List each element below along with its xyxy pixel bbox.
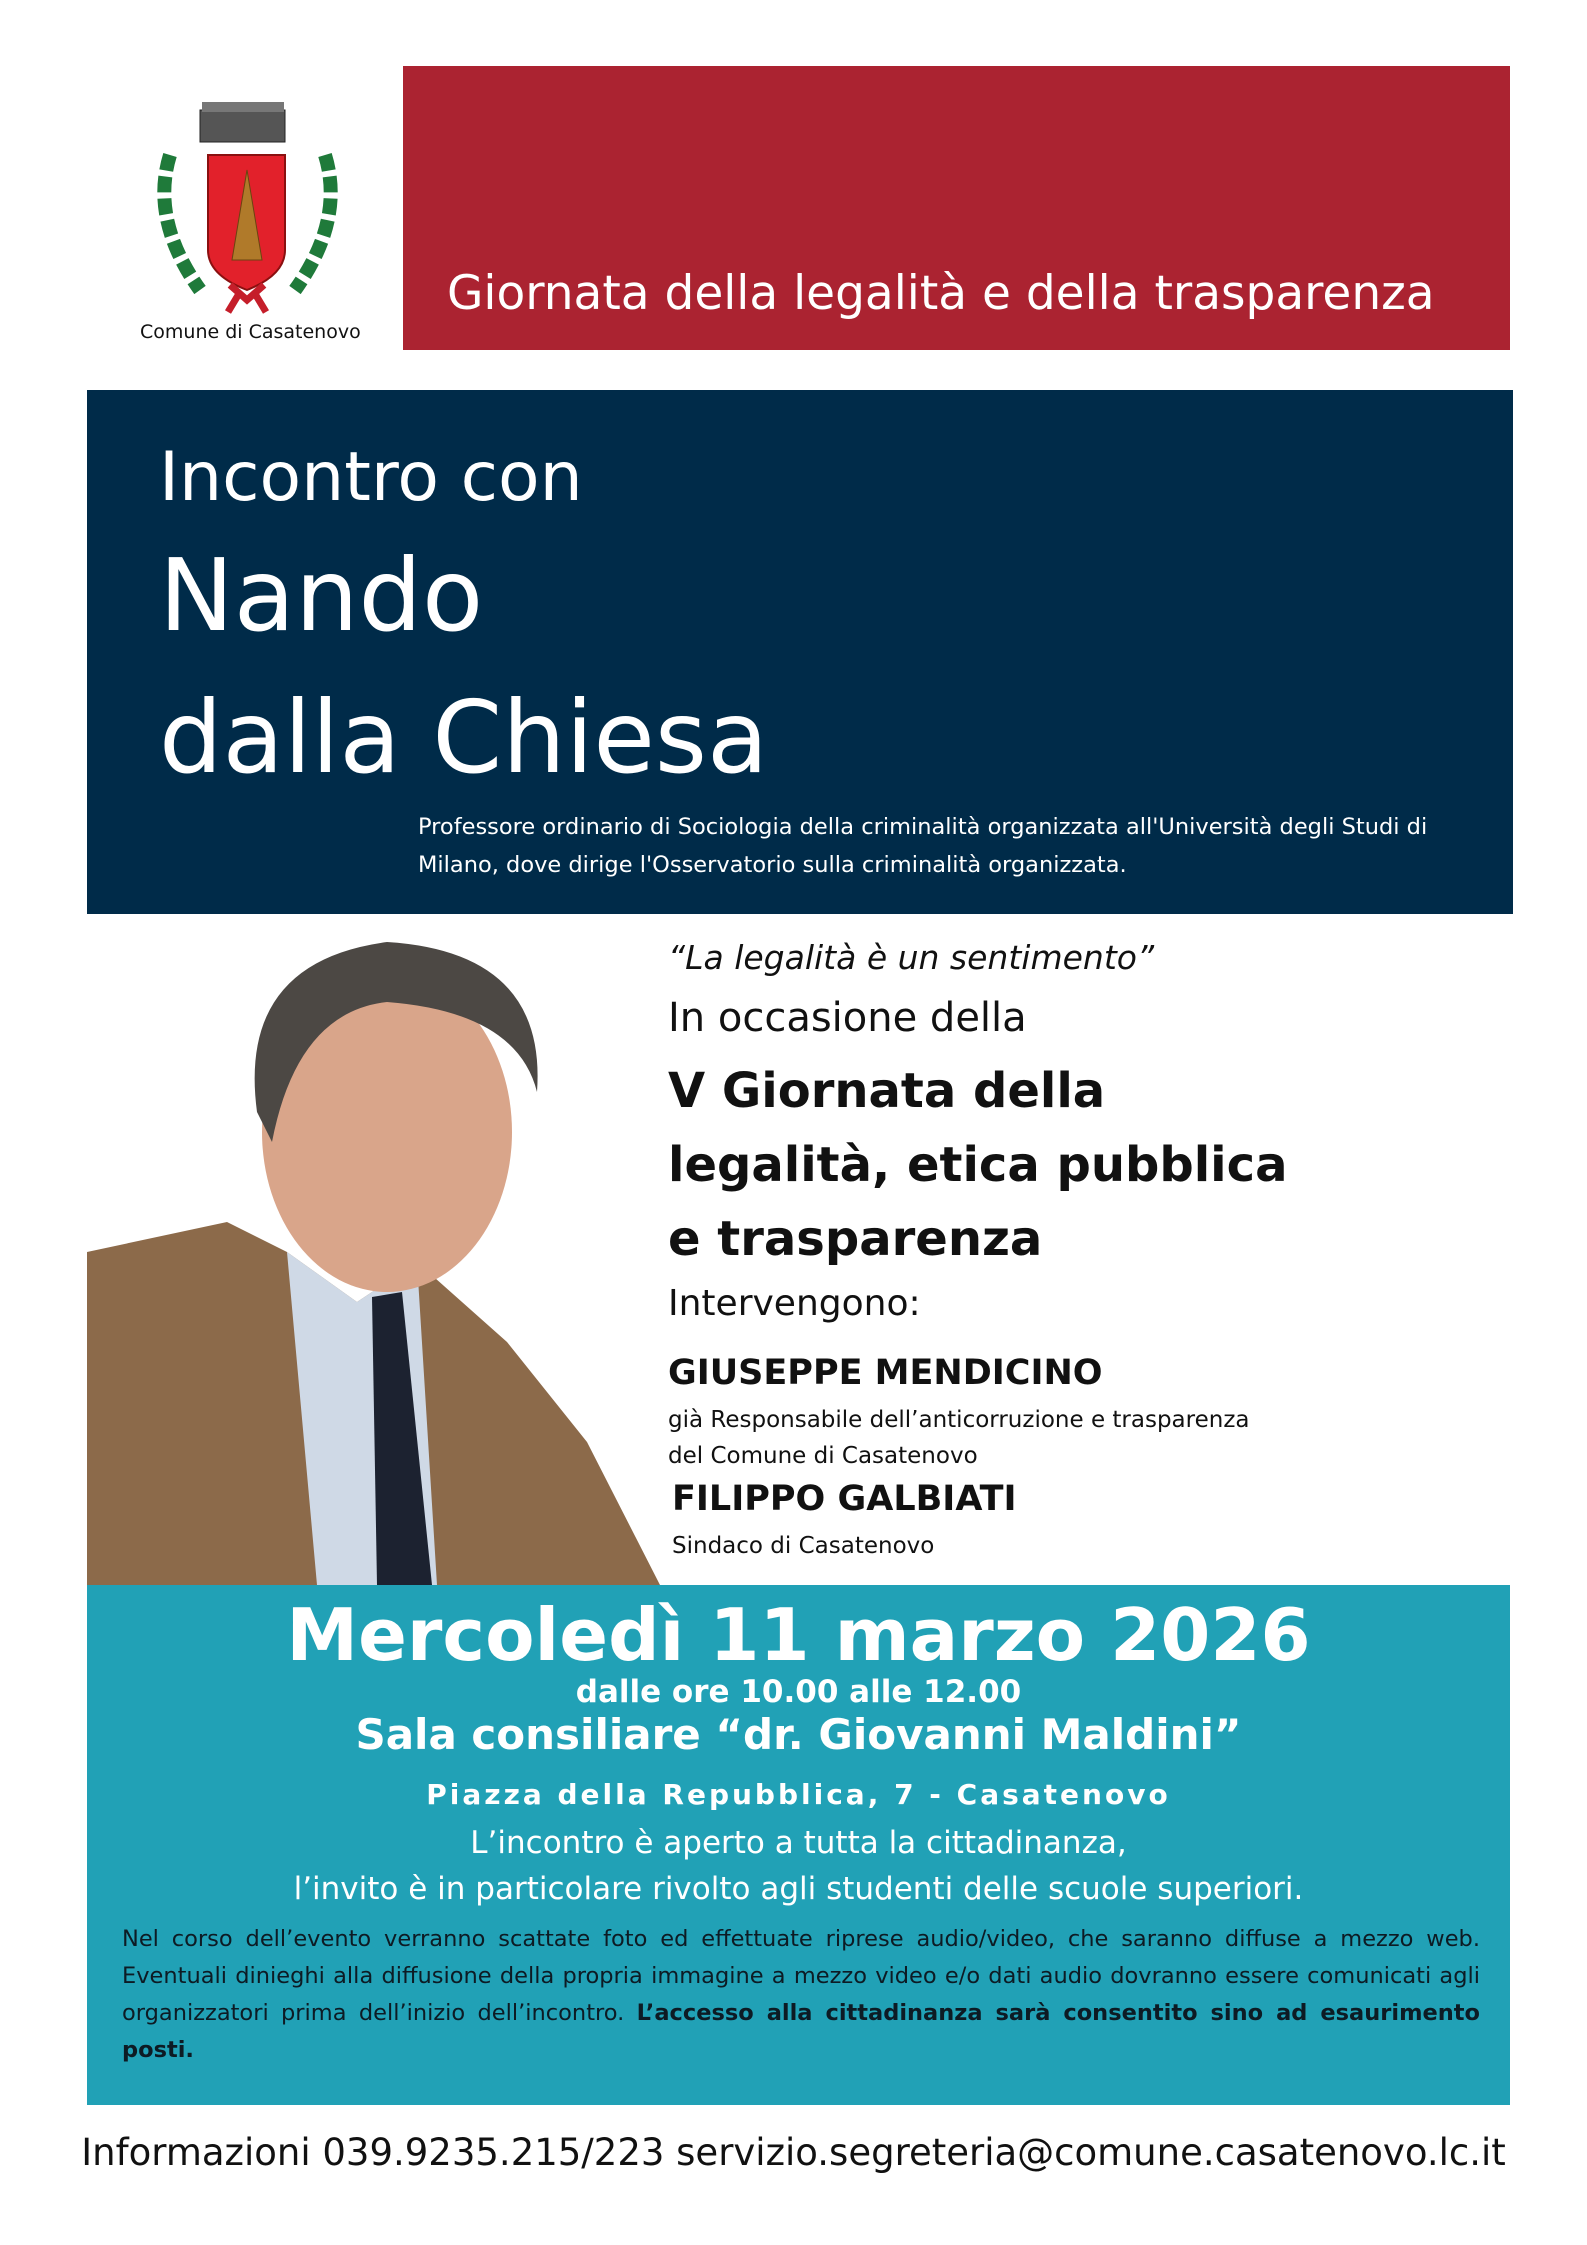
speaker-description: Professore ordinario di Sociologia della criminalità organizzata all'Università degli Studi di Milano, dove dirige l'Osservatorio sulla criminalità organizzata.: [418, 814, 1428, 878]
event-time: dalle ore 10.00 alle 12.00: [575, 1674, 1022, 1710]
speaker-last-name: dalla Chiesa: [159, 679, 769, 796]
speaker-role-line: già Responsabile dell’anticorruzione e trasparenza: [668, 1407, 1250, 1433]
speaker-role: [668, 1402, 1250, 1474]
speaker-first-name: Nando: [159, 537, 484, 654]
invite-note: l’invito è in particolare rivolto agli studenti delle scuole superiori.: [293, 1871, 1304, 1907]
quote: “La legalità è un sentimento”: [668, 938, 1155, 977]
event-name-line: legalità, etica pubblica: [668, 1137, 1288, 1193]
event-name-line: V Giornata della: [668, 1063, 1106, 1119]
header-banner: [403, 66, 1510, 350]
event-name: [668, 1054, 1287, 1276]
speaker-role-line: del Comune di Casatenovo: [668, 1443, 978, 1469]
event-address: Piazza della Repubblica, 7 - Casatenovo: [426, 1778, 1171, 1811]
banner-title: Giornata della legalità e della trasparenza: [447, 266, 1435, 321]
hero-panel: [87, 390, 1513, 914]
speaker-role: Sindaco di Casatenovo: [672, 1533, 935, 1559]
speakers-label: Intervengono:: [668, 1283, 921, 1324]
notice-bold-text: L’accesso alla cittadinanza sarà consentito sino ad esaurimento posti.: [122, 2000, 1481, 2063]
event-info-panel: [87, 1585, 1510, 2105]
contact-info: Informazioni 039.9235.215/223 servizio.segreteria@comune.casatenovo.lc.it: [81, 2131, 1506, 2174]
event-name-line: e trasparenza: [668, 1211, 1043, 1267]
notice-text: Nel corso dell’evento verranno scattate foto ed effettuate riprese audio/video, che saranno diffuse a mezzo web. Eventuali dinieghi alla diffusione della propria immagine a mezzo video e/o dati audio dovranno essere comunicati agli organizzatori prima dell’inizio dell’incontro.: [122, 1926, 1480, 2026]
privacy-notice: [122, 1921, 1480, 2069]
event-venue: Sala consiliare “dr. Giovanni Maldini”: [355, 1710, 1242, 1759]
logo-caption: Comune di Casatenovo: [140, 321, 361, 343]
event-date: Mercoledì 11 marzo 2026: [286, 1593, 1311, 1677]
speaker-name: GIUSEPPE MENDICINO: [668, 1353, 1103, 1393]
speaker-name: FILIPPO GALBIATI: [672, 1479, 1017, 1519]
hero-intro: Incontro con: [159, 438, 583, 517]
municipal-coat-of-arms-logo: [140, 100, 361, 350]
speaker-photo: [87, 922, 660, 1585]
open-note: L’incontro è aperto a tutta la cittadinanza,: [470, 1825, 1127, 1861]
coat-of-arms-icon: [140, 100, 355, 315]
occasion-label: In occasione della: [668, 995, 1027, 1041]
